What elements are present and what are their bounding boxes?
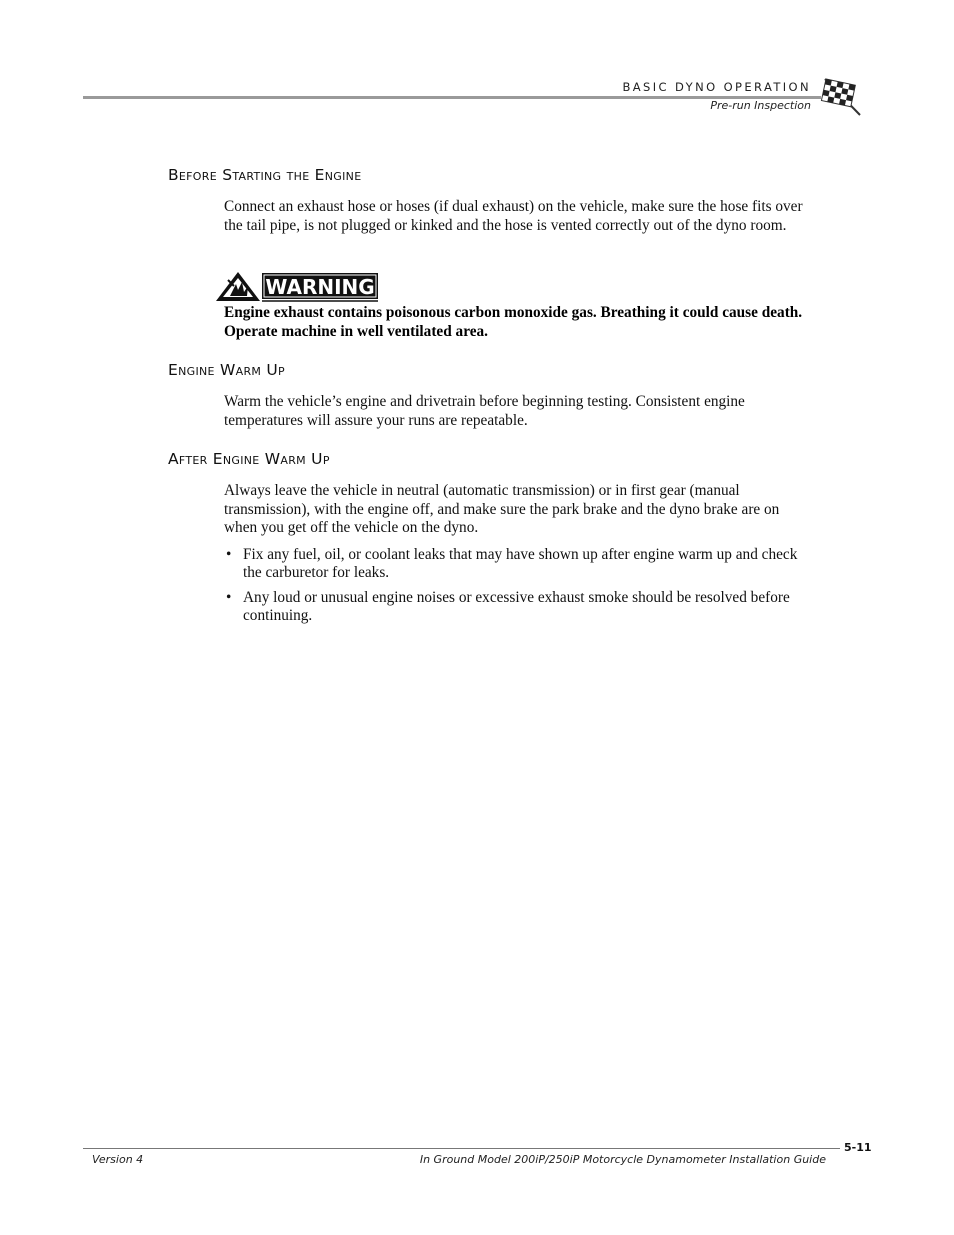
warning-hazard-icon <box>216 272 260 301</box>
heading-before-starting-engine: Before Starting the Engine <box>168 166 362 184</box>
warning-label: WARNING <box>265 275 375 299</box>
bullet-icon: • <box>226 589 232 606</box>
heading-after-engine-warm-up: After Engine Warm Up <box>168 450 330 468</box>
paragraph-before-starting-engine: Connect an exhaust hose or hoses (if dual exhaust) on the vehicle, make sure the hose fits over the tail pipe, is not plugged or kinked and the hose is vented correctly out of the dyno room. <box>224 198 803 234</box>
paragraph-after-engine-warm-up: Always leave the vehicle in neutral (automatic transmission) or in first gear (manual transmission), with the engine off, and make sure the park brake and the dyno brake are on when you get off the vehicle on the dyno. <box>224 482 780 536</box>
warning-badge <box>214 270 380 303</box>
checkered-flag-icon <box>820 75 866 117</box>
header-section-title: BASIC DYNO OPERATION <box>622 80 811 94</box>
page-number: 5-11 <box>844 1141 872 1154</box>
footer-version: Version 4 <box>92 1153 144 1166</box>
list-item-text: Fix any fuel, oil, or coolant leaks that may have shown up after engine warm up and check the carburetor for leaks. <box>243 546 798 581</box>
list-item-text: Any loud or unusual engine noises or excessive exhaust smoke should be resolved before continuing. <box>243 589 790 624</box>
footer-guide-title: In Ground Model 200iP/250iP Motorcycle Dynamometer Installation Guide <box>419 1153 826 1166</box>
warning-text: Engine exhaust contains poisonous carbon monoxide gas. Breathing it could cause death. Operate machine in well ventilated area. <box>224 304 803 340</box>
footer-rule <box>83 1148 840 1149</box>
bullet-icon: • <box>226 546 232 563</box>
list-item <box>224 546 816 581</box>
paragraph-engine-warm-up: Warm the vehicle’s engine and drivetrain before beginning testing. Consistent engine temperatures will assure your runs are repeatable. <box>224 393 745 429</box>
header-subsection: Pre-run Inspection <box>710 99 811 112</box>
list-item <box>224 589 816 624</box>
heading-engine-warm-up: Engine Warm Up <box>168 361 285 379</box>
